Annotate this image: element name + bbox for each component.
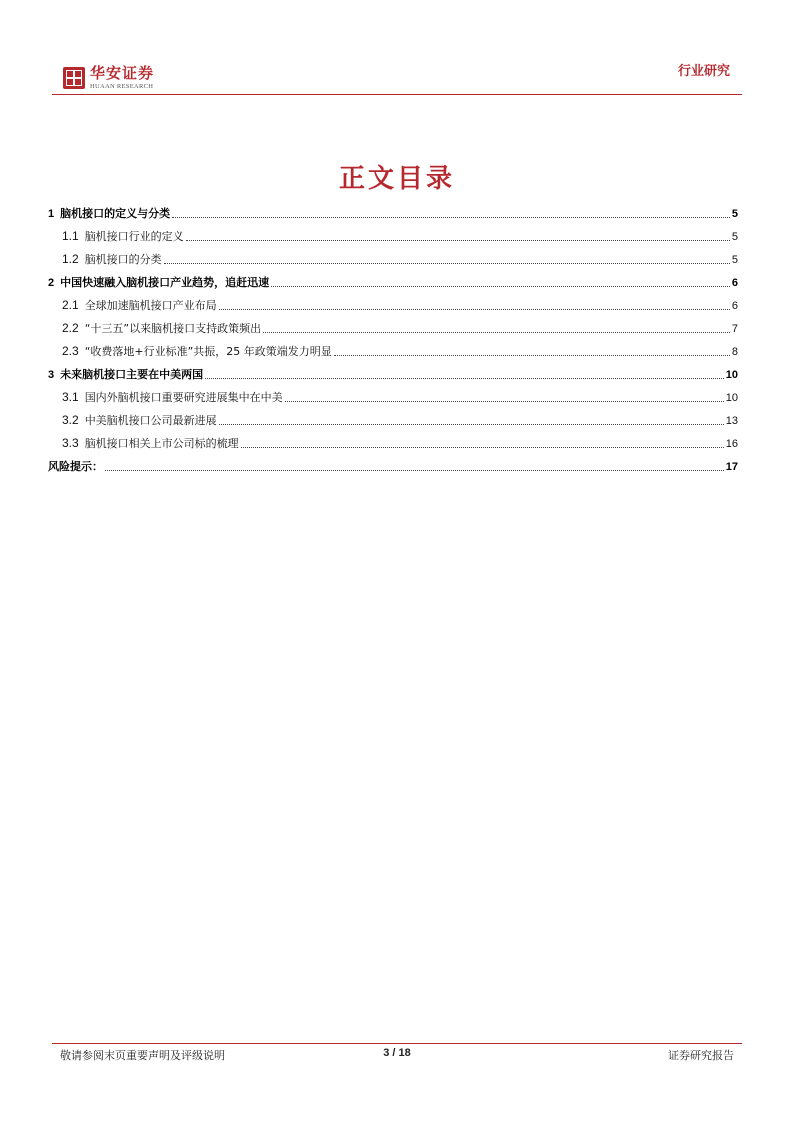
footer-disclaimer: 敬请参阅末页重要声明及评级说明 xyxy=(60,1049,225,1062)
toc-entry-1[interactable] xyxy=(48,207,738,221)
logo-name-en: HUAAN RESEARCH xyxy=(90,83,154,90)
toc-entry-3-3[interactable] xyxy=(48,436,738,451)
toc-entry-page: 17 xyxy=(725,461,738,473)
toc-entry-page: 13 xyxy=(725,415,738,427)
toc-entry-label: 未来脑机接口主要在中美两国 xyxy=(60,368,204,381)
toc-entry-number: 3 xyxy=(48,369,55,381)
toc-entry-page: 10 xyxy=(725,369,738,381)
toc-leader xyxy=(186,240,730,241)
toc-entry-2-3[interactable] xyxy=(48,344,738,359)
toc-entry-label: 中国快速融入脑机接口产业趋势，追赶迅速 xyxy=(60,276,270,289)
toc-leader xyxy=(164,263,730,264)
toc-entry-number: 1.2 xyxy=(62,252,79,266)
toc-entry-label: 脑机接口的分类 xyxy=(84,253,162,266)
toc-entry-1-1[interactable] xyxy=(48,229,738,244)
table-of-contents xyxy=(48,207,738,474)
toc-leader xyxy=(271,286,730,287)
toc-entry-3-2[interactable] xyxy=(48,413,738,428)
toc-leader xyxy=(219,424,724,425)
toc-entry-2-2[interactable] xyxy=(48,321,738,336)
header-divider xyxy=(52,94,742,95)
toc-entry-number: 1.1 xyxy=(62,229,79,243)
toc-entry-number: 3.2 xyxy=(62,413,79,427)
toc-entry-page: 16 xyxy=(725,438,738,450)
toc-entry-label: 全球加速脑机接口产业布局 xyxy=(84,299,217,312)
toc-entry-risk[interactable] xyxy=(48,460,738,474)
toc-entry-number: 2 xyxy=(48,277,55,289)
report-category: 行业研究 xyxy=(677,64,730,79)
toc-entry-label: 脑机接口相关上市公司标的梳理 xyxy=(84,437,239,450)
toc-entry-label: 风险提示： xyxy=(48,460,103,473)
logo-name-cn: 华安证券 xyxy=(90,64,155,82)
toc-entry-page: 5 xyxy=(731,208,738,220)
toc-entry-label: “收费落地+行业标准”共振，25 年政策端发力明显 xyxy=(84,345,332,358)
toc-entry-2-1[interactable] xyxy=(48,298,738,313)
toc-entry-page: 5 xyxy=(731,254,738,266)
toc-entry-label: 国内外脑机接口重要研究进展集中在中美 xyxy=(84,391,283,404)
toc-entry-label: 脑机接口行业的定义 xyxy=(84,230,184,243)
toc-entry-label: “十三五”以来脑机接口支持政策频出 xyxy=(84,322,262,335)
page-number: 3 / 18 xyxy=(383,1047,411,1059)
toc-entry-number: 3.1 xyxy=(62,390,79,404)
toc-entry-2[interactable] xyxy=(48,276,738,290)
toc-entry-3-1[interactable] xyxy=(48,390,738,405)
footer-divider xyxy=(52,1043,742,1044)
toc-entry-page: 8 xyxy=(731,346,738,358)
toc-leader xyxy=(105,470,724,471)
toc-entry-label: 中美脑机接口公司最新进展 xyxy=(84,414,217,427)
toc-entry-page: 5 xyxy=(731,231,738,243)
toc-entry-label: 脑机接口的定义与分类 xyxy=(60,207,171,220)
toc-leader xyxy=(334,355,730,356)
toc-leader xyxy=(172,217,730,218)
toc-leader xyxy=(219,309,730,310)
toc-entry-number: 2.2 xyxy=(62,321,79,335)
toc-entry-page: 6 xyxy=(731,300,738,312)
toc-entry-number: 2.1 xyxy=(62,298,79,312)
toc-leader xyxy=(241,447,724,448)
toc-entry-1-2[interactable] xyxy=(48,252,738,267)
toc-entry-number: 1 xyxy=(48,208,55,220)
toc-entry-page: 7 xyxy=(731,323,738,335)
toc-leader xyxy=(205,378,724,379)
toc-entry-3[interactable] xyxy=(48,368,738,382)
toc-entry-page: 10 xyxy=(725,392,738,404)
toc-entry-number: 3.3 xyxy=(62,436,79,450)
toc-leader xyxy=(263,332,730,333)
toc-leader xyxy=(285,401,724,402)
page-title: 正文目录 xyxy=(338,164,455,194)
company-logo xyxy=(63,65,154,91)
toc-entry-page: 6 xyxy=(731,277,738,289)
footer-report-type: 证券研究报告 xyxy=(668,1049,734,1062)
toc-entry-number: 2.3 xyxy=(62,344,79,358)
huaan-seal-logo-icon xyxy=(63,67,85,89)
